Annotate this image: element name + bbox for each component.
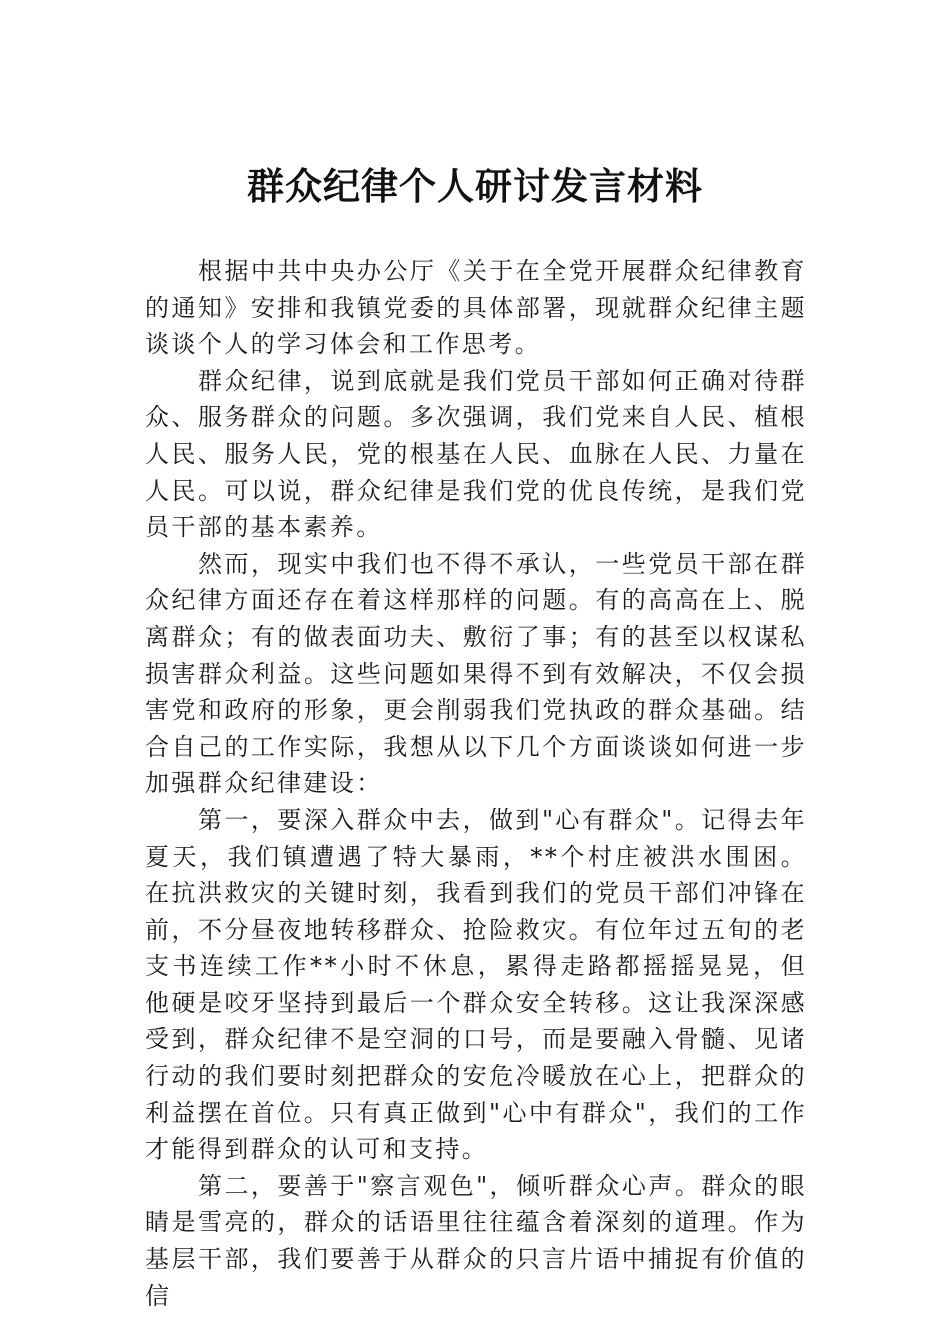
paragraph-intro: 根据中共中央办公厅《关于在全党开展群众纪律教育的通知》安排和我镇党委的具体部署，现就群众纪律主题谈谈个人的学习体会和工作思考。 <box>145 257 807 359</box>
paragraph-definition: 群众纪律，说到底就是我们党员干部如何正确对待群众、服务群众的问题。多次强调，我们党来自人民、植根人民、服务人民，党的根基在人民、血脉在人民、力量在人民。可以说，群众纪律是我们党的优良传统，是我们党员干部的基本素养。 <box>145 366 807 542</box>
paragraph-problems: 然而，现实中我们也不得不承认，一些党员干部在群众纪律方面还存在着这样那样的问题。有的高高在上、脱离群众；有的做表面功夫、敷衍了事；有的甚至以权谋私损害群众利益。这些问题如果得不到有效解决，不仅会损害党和政府的形象，更会削弱我们党执政的群众基础。结合自己的工作实际，我想从以下几个方面谈谈如何进一步加强群众纪律建设： <box>145 549 807 798</box>
document-body <box>145 253 807 1314</box>
paragraph-point-two: 第二，要善于"察言观色"，倾听群众心声。群众的眼睛是雪亮的，群众的话语里往往蕴含着深刻的道理。作为基层干部，我们要善于从群众的只言片语中捕捉有价值的信 <box>145 1171 807 1310</box>
paragraph-point-one: 第一，要深入群众中去，做到"心有群众"。记得去年夏天，我们镇遭遇了特大暴雨，**个村庄被洪水围困。在抗洪救灾的关键时刻，我看到我们的党员干部们冲锋在前，不分昼夜地转移群众、抢险救灾。有位年过五旬的老支书连续工作**小时不休息，累得走路都摇摇晃晃，但他硬是咬牙坚持到最后一个群众安全转移。这让我深深感受到，群众纪律不是空洞的口号，而是要融入骨髓、见诸行动的我们要时刻把群众的安危冷暖放在心上，把群众的利益摆在首位。只有真正做到"心中有群众"，我们的工作才能得到群众的认可和支持。 <box>145 805 807 1164</box>
document-title: 群众纪律个人研讨发言材料 <box>247 164 703 208</box>
